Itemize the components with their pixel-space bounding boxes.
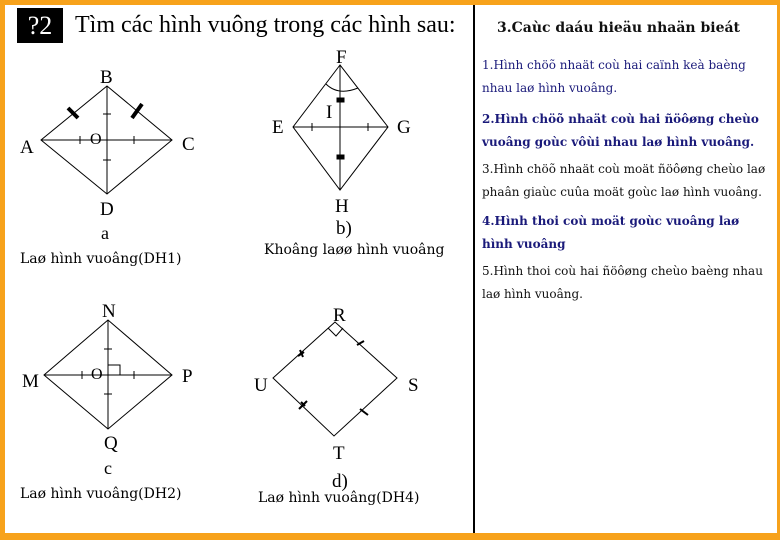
figure-b-shape (293, 65, 388, 190)
figure-c-caption: Laø hình vuoâng(DH2) (20, 486, 182, 502)
vertex-label-u: U (254, 375, 268, 396)
inner-label-i: I (326, 102, 333, 123)
question-badge: ?2 (17, 8, 63, 43)
figure-c-label: c (104, 458, 112, 478)
vertex-label-p: P (182, 366, 193, 387)
criteria-rule-2: 2.Hình chöõ nhaät coù hai ñöôøng cheùo vuoâng goùc vôùi nhau laø hình vuoâng. (482, 112, 759, 149)
vertex-label-b: B (100, 67, 113, 88)
figure-b-caption: Khoâng laøø hình vuoâng (264, 242, 445, 258)
vertex-label-s: S (408, 375, 419, 396)
center-label-o-c: O (91, 366, 103, 383)
vertex-label-m: M (22, 371, 39, 392)
criteria-rule-3: 3.Hình chöõ nhaät coù moät ñöôøng cheùo laø phaân giaùc cuûa moät goùc laø hình vuoâng. (482, 162, 766, 199)
criteria-rule-1: 1.Hình chöõ nhaät coù hai caïnh keà baèng nhau laø hình vuoâng. (482, 58, 746, 95)
figure-a-shape (41, 86, 172, 194)
figure-d-label: d) (332, 471, 348, 492)
vertex-label-n: N (102, 301, 116, 322)
figure-a-label: a (101, 223, 109, 243)
vertex-label-f: F (336, 47, 347, 68)
figure-d-shape (273, 322, 397, 436)
vertex-label-q: Q (104, 433, 118, 454)
figure-c-shape (44, 320, 172, 429)
vertex-label-g: G (397, 117, 411, 138)
figure-d-caption: Laø hình vuoâng(DH4) (258, 490, 420, 506)
criteria-heading: 3.Caùc daáu hieäu nhaän bieát (497, 20, 741, 36)
figure-a-caption: Laø hình vuoâng(DH1) (20, 251, 182, 267)
page-title: Tìm các hình vuông trong các hình sau: (75, 12, 456, 38)
vertex-label-t: T (333, 443, 345, 464)
criteria-rule-4: 4.Hình thoi coù moät goùc vuoâng laø hình vuoâng (482, 214, 740, 251)
vertex-label-r: R (333, 305, 346, 326)
vertex-label-c: C (182, 134, 195, 155)
vertex-label-e: E (272, 117, 284, 138)
figure-b-label: b) (336, 218, 352, 239)
vertex-label-h: H (335, 196, 349, 217)
vertex-label-d: D (100, 199, 114, 220)
vertex-label-a: A (20, 137, 34, 158)
criteria-rule-5: 5.Hình thoi coù hai ñöôøng cheùo baèng nhau laø hình vuoâng. (482, 264, 763, 301)
center-label-o: O (90, 131, 102, 148)
